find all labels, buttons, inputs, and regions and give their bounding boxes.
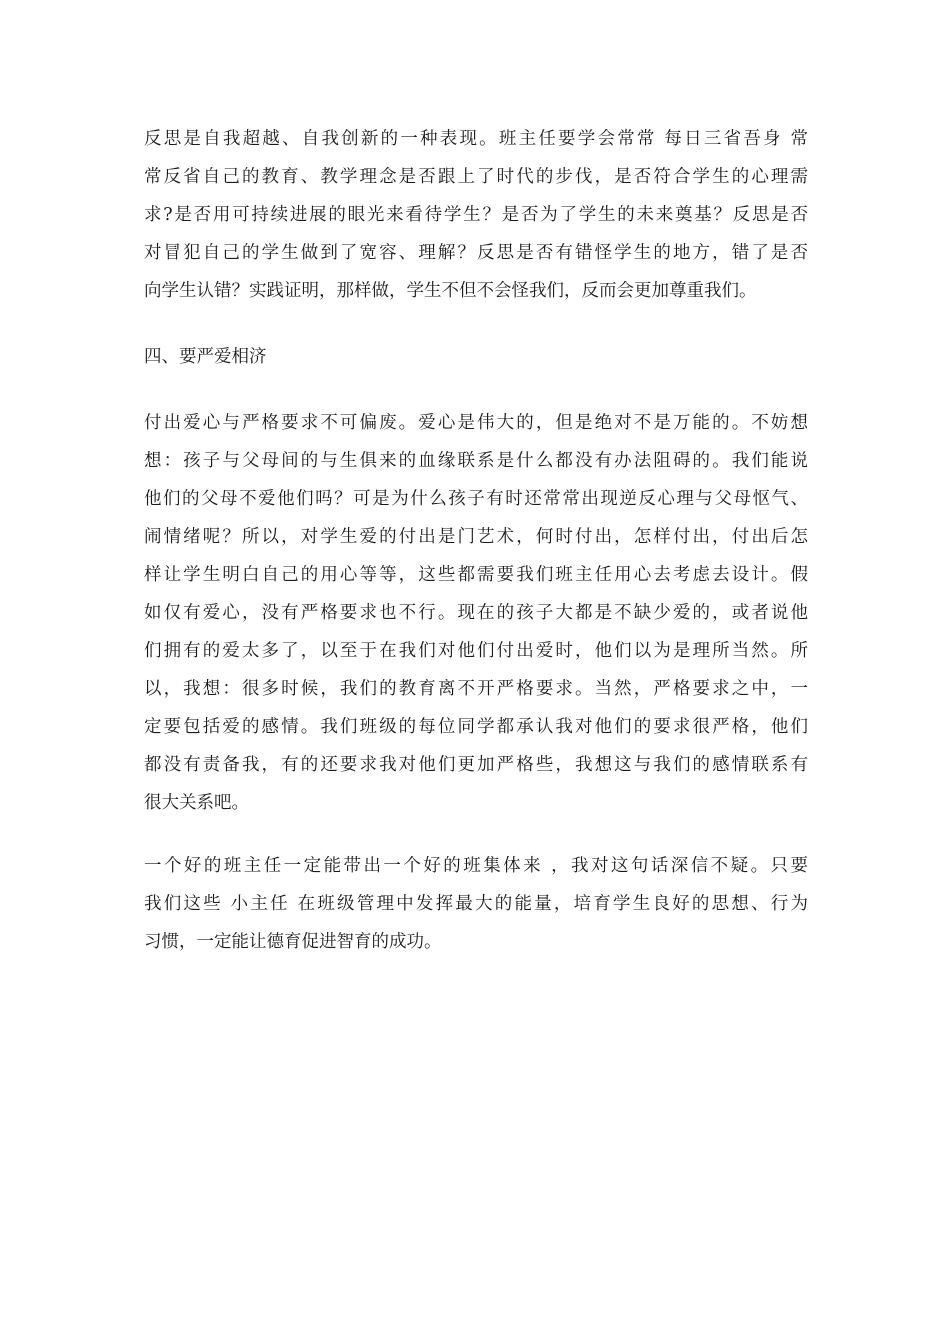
paragraph-line: 想：孩子与父母间的与生俱来的血缘联系是什么都没有办法阻碍的。我们能说 — [144, 451, 808, 471]
paragraph-line: 常反省自己的教育、教学理念是否跟上了时代的步伐，是否符合学生的心理需 — [144, 167, 808, 187]
paragraph-line: 向学生认错？实践证明，那样做，学生不但不会怪我们，反而会更加尊重我们。 — [144, 281, 757, 301]
paragraph-line: 以，我想：很多时候，我们的教育离不开严格要求。当然，严格要求之中，一 — [144, 679, 808, 699]
section-heading-text: 四、要严爱相济 — [144, 347, 267, 367]
paragraph-conclusion — [144, 847, 808, 961]
paragraph-line: 习惯，一定能让德育促进智育的成功。 — [144, 932, 442, 952]
paragraph-line: 一个好的班主任一定能带出一个好的班集体来 ，我对这句话深信不疑。只要 — [144, 856, 808, 876]
paragraph-line: 闹情绪呢？所以，对学生爱的付出是门艺术，何时付出，怎样付出，付出后怎 — [144, 527, 808, 547]
paragraph-line: 都没有责备我，有的还要求我对他们更加严格些，我想这与我们的感情联系有 — [144, 755, 808, 775]
paragraph-line: 反思是自我超越、自我创新的一种表现。班主任要学会常常 每日三省吾身 常 — [144, 129, 808, 149]
paragraph-line: 们拥有的爱太多了，以至于在我们对他们付出爱时，他们以为是理所当然。所 — [144, 641, 808, 661]
paragraph-line: 很大关系吧。 — [144, 793, 249, 813]
paragraph-line: 如仅有爱心，没有严格要求也不行。现在的孩子大都是不缺少爱的，或者说他 — [144, 603, 808, 623]
paragraph-line: 样让学生明白自己的用心等等，这些都需要我们班主任用心去考虑去设计。假 — [144, 565, 808, 585]
paragraph-line: 定要包括爱的感情。我们班级的每位同学都承认我对他们的要求很严格，他们 — [144, 717, 808, 737]
paragraph-strict-love — [144, 404, 808, 822]
paragraph-line: 付出爱心与严格要求不可偏废。爱心是伟大的，但是绝对不是万能的。不妨想 — [144, 413, 808, 433]
paragraph-line: 我们这些 小主任 在班级管理中发挥最大的能量，培育学生良好的思想、行为 — [144, 894, 808, 914]
paragraph-line: 对冒犯自己的学生做到了宽容、理解？反思是否有错怪学生的地方，错了是否 — [144, 243, 808, 263]
section-heading — [144, 338, 808, 376]
paragraph-line: 求?是否用可持续进展的眼光来看待学生？是否为了学生的未来奠基？反思是否 — [144, 205, 808, 225]
paragraph-line: 他们的父母不爱他们吗？可是为什么孩子有时还常常出现逆反心理与父母怄气、 — [144, 489, 808, 509]
paragraph-reflection — [144, 120, 808, 310]
